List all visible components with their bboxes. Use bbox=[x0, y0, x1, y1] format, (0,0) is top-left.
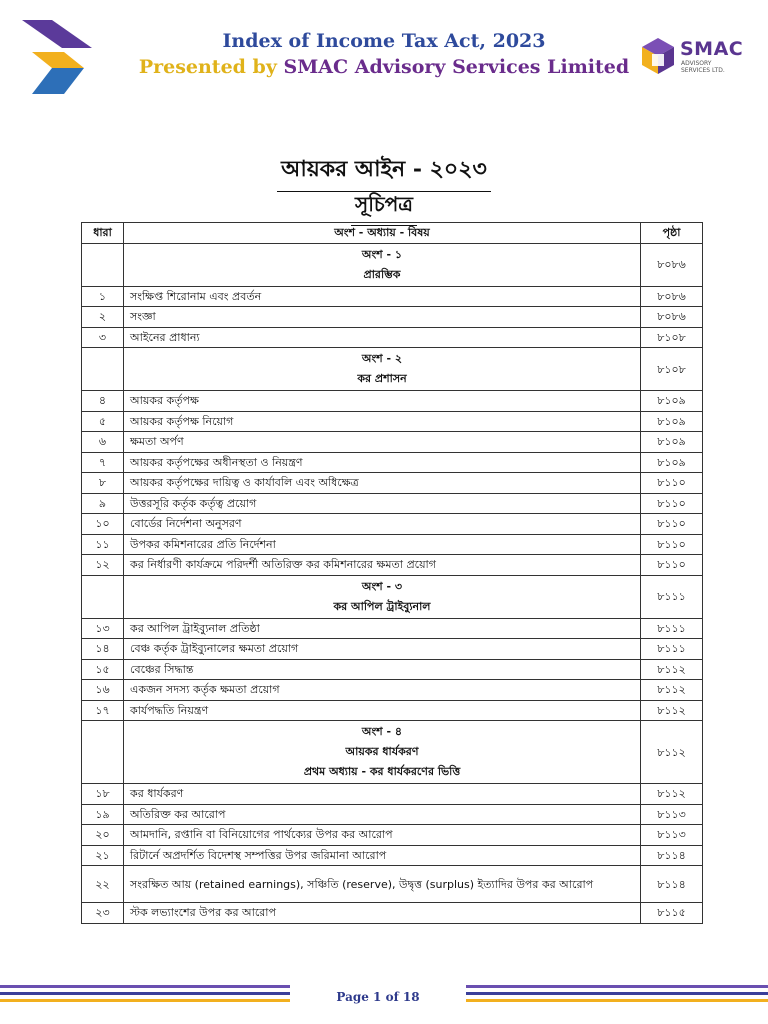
table-row bbox=[82, 534, 703, 555]
section-title-cell: রিটার্নে অপ্রদর্শিত বিদেশস্থ সম্পত্তির উপর জরিমানা আরোপ bbox=[124, 845, 641, 866]
section-title-cell: সংক্ষিপ্ত শিরোনাম এবং প্রবর্তন bbox=[124, 286, 641, 307]
page-cell: ৮১০৯ bbox=[641, 411, 703, 432]
page-cell: ৮১০৯ bbox=[641, 391, 703, 412]
section-number-cell bbox=[82, 721, 124, 784]
section-title-cell: আয়কর কর্তৃপক্ষ নিয়োগ bbox=[124, 411, 641, 432]
section-number-cell: ১০ bbox=[82, 514, 124, 535]
page-cell: ৮১১৩ bbox=[641, 804, 703, 825]
part-heading-cell bbox=[124, 721, 641, 784]
page-cell: ৮১১১ bbox=[641, 639, 703, 660]
part-heading-cell bbox=[124, 348, 641, 391]
table-row bbox=[82, 327, 703, 348]
section-number-cell: ২১ bbox=[82, 845, 124, 866]
table-row bbox=[82, 903, 703, 924]
table-row bbox=[82, 411, 703, 432]
section-title-cell: উপকর কমিশনারের প্রতি নির্দেশনা bbox=[124, 534, 641, 555]
section-number-cell: ৭ bbox=[82, 452, 124, 473]
footer-rule-right bbox=[466, 985, 768, 1009]
section-title-cell: কর নির্ধারণী কার্যক্রমে পরিদর্শী অতিরিক্ত কর কমিশনারের ক্ষমতা প্রয়োগ bbox=[124, 555, 641, 576]
smac-cube-icon bbox=[640, 36, 676, 76]
page-cell: ৮১১২ bbox=[641, 680, 703, 701]
page-cell: ৮১১০ bbox=[641, 493, 703, 514]
page-number: Page 1 of 18 bbox=[336, 990, 420, 1004]
section-number-cell: ৯ bbox=[82, 493, 124, 514]
table-row bbox=[82, 452, 703, 473]
document-subtitle bbox=[0, 190, 768, 226]
table-row bbox=[82, 866, 703, 903]
section-number-cell: ২২ bbox=[82, 866, 124, 903]
section-title-cell: স্টক লভ্যাংশের উপর কর আরোপ bbox=[124, 903, 641, 924]
section-number-cell: ২৩ bbox=[82, 903, 124, 924]
section-number-cell: ৪ bbox=[82, 391, 124, 412]
section-title-cell: অতিরিক্ত কর আরোপ bbox=[124, 804, 641, 825]
section-number-cell: ৬ bbox=[82, 432, 124, 453]
smac-logo bbox=[640, 36, 750, 80]
section-title-cell: উত্তরসূরি কর্তৃক কর্তৃত্ব প্রয়োগ bbox=[124, 493, 641, 514]
section-number-cell: ১৩ bbox=[82, 618, 124, 639]
table-row bbox=[82, 307, 703, 328]
section-number-cell: ২ bbox=[82, 307, 124, 328]
section-title-cell: বেঞ্চ কর্তৃক ট্রাইব্যুনালের ক্ষমতা প্রয়োগ bbox=[124, 639, 641, 660]
section-title-cell: সংরক্ষিত আয় (retained earnings), সঞ্চিতি (reserve), উদ্বৃত্ত (surplus) ইত্যাদির উপর কর আরোপ bbox=[124, 866, 641, 903]
header-section-no: ধারা bbox=[82, 223, 124, 244]
section-number-cell bbox=[82, 348, 124, 391]
section-number-cell: ১১ bbox=[82, 534, 124, 555]
table-row bbox=[82, 700, 703, 721]
table-row bbox=[82, 784, 703, 805]
chevron-logo-icon bbox=[22, 18, 94, 96]
page-cell: ৮১০৮ bbox=[641, 348, 703, 391]
table-row bbox=[82, 659, 703, 680]
part-heading-line: প্রারম্ভিক bbox=[363, 267, 401, 281]
page-cell: ৮১১১ bbox=[641, 618, 703, 639]
page-cell: ৮১১২ bbox=[641, 659, 703, 680]
part-heading-line: কর প্রশাসন bbox=[357, 372, 407, 385]
table-row bbox=[82, 680, 703, 701]
document-title-text: আয়কর আইন - ২০২৩ bbox=[277, 152, 491, 192]
section-number-cell: ১২ bbox=[82, 555, 124, 576]
section-number-cell: ১৫ bbox=[82, 659, 124, 680]
part-heading-row bbox=[82, 243, 703, 286]
section-title-cell: আয়কর কর্তৃপক্ষ bbox=[124, 391, 641, 412]
smac-logo-tagline-line1: ADVISORY bbox=[681, 60, 712, 67]
section-title-cell: আয়কর কর্তৃপক্ষের অধীনস্থতা ও নিয়ন্ত্রণ bbox=[124, 452, 641, 473]
section-number-cell: ১৯ bbox=[82, 804, 124, 825]
header-subtitle-prefix: Presented by bbox=[138, 56, 284, 78]
page-cell: ৮১১২ bbox=[641, 700, 703, 721]
part-heading-line: প্রথম অধ্যায় - কর ধার্যকরণের ভিত্তি bbox=[303, 765, 461, 778]
table-row bbox=[82, 804, 703, 825]
section-number-cell bbox=[82, 243, 124, 286]
table-row bbox=[82, 618, 703, 639]
section-title-cell: আমদানি, রপ্তানি বা বিনিয়োগের পার্থক্যের উপর কর আরোপ bbox=[124, 825, 641, 846]
part-heading-row bbox=[82, 348, 703, 391]
section-number-cell: ৩ bbox=[82, 327, 124, 348]
page-cell: ৮১০৯ bbox=[641, 432, 703, 453]
table-row bbox=[82, 473, 703, 494]
smac-logo-name: SMAC bbox=[680, 38, 744, 60]
section-number-cell: ৮ bbox=[82, 473, 124, 494]
part-heading-line: কর আপিল ট্রাইব্যুনাল bbox=[333, 599, 431, 613]
table-row bbox=[82, 493, 703, 514]
smac-logo-tagline-line2: SERVICES LTD. bbox=[681, 67, 725, 74]
page-cell: ৮১১০ bbox=[641, 514, 703, 535]
page-cell: ৮১০৯ bbox=[641, 452, 703, 473]
footer-rule-left bbox=[0, 985, 290, 1009]
header-page: পৃষ্ঠা bbox=[641, 223, 703, 244]
table-row bbox=[82, 555, 703, 576]
section-title-cell: বোর্ডের নির্দেশনা অনুসরণ bbox=[124, 514, 641, 535]
part-heading-cell bbox=[124, 243, 641, 286]
section-number-cell: ১৪ bbox=[82, 639, 124, 660]
section-number-cell: ৫ bbox=[82, 411, 124, 432]
section-title-cell: কর আপিল ট্রাইব্যুনাল প্রতিষ্ঠা bbox=[124, 618, 641, 639]
part-heading-line: অংশ - ১ bbox=[361, 247, 403, 261]
section-number-cell bbox=[82, 575, 124, 618]
table-row bbox=[82, 432, 703, 453]
page-cell: ৮১১০ bbox=[641, 473, 703, 494]
page-cell: ৮১০৮ bbox=[641, 327, 703, 348]
section-title-cell: কার্যপদ্ধতি নিয়ন্ত্রণ bbox=[124, 700, 641, 721]
page-cell: ৮১১৪ bbox=[641, 845, 703, 866]
header-subject: অংশ - অধ্যায় - বিষয় bbox=[124, 223, 641, 244]
header-title: Index of Income Tax Act, 2023 bbox=[222, 30, 546, 52]
table-row bbox=[82, 845, 703, 866]
page-cell: ৮০৮৬ bbox=[641, 307, 703, 328]
page-cell: ৮১১০ bbox=[641, 555, 703, 576]
page-cell: ৮১১৪ bbox=[641, 866, 703, 903]
section-number-cell: ২০ bbox=[82, 825, 124, 846]
page-cell: ৮১১১ bbox=[641, 575, 703, 618]
page-cell: ৮০৮৬ bbox=[641, 286, 703, 307]
header-subtitle bbox=[110, 56, 658, 78]
table-row bbox=[82, 639, 703, 660]
document-title bbox=[0, 152, 768, 192]
page-cell: ৮১১৫ bbox=[641, 903, 703, 924]
section-title-cell: আইনের প্রাধান্য bbox=[124, 327, 641, 348]
smac-logo-tagline bbox=[681, 60, 725, 74]
section-title-cell: একজন সদস্য কর্তৃক ক্ষমতা প্রয়োগ bbox=[124, 680, 641, 701]
page-cell: ৮১১০ bbox=[641, 534, 703, 555]
section-title-cell: বেঞ্চের সিদ্ধান্ত bbox=[124, 659, 641, 680]
section-title-cell: ক্ষমতা অর্পণ bbox=[124, 432, 641, 453]
table-row bbox=[82, 391, 703, 412]
section-title-cell: আয়কর কর্তৃপক্ষের দায়িত্ব ও কার্যাবলি এবং অধিক্ষেত্র bbox=[124, 473, 641, 494]
page-cell: ৮১১৩ bbox=[641, 825, 703, 846]
section-title-cell: সংজ্ঞা bbox=[124, 307, 641, 328]
document-subtitle-text: সূচিপত্র bbox=[351, 190, 417, 226]
page-cell: ৮০৮৬ bbox=[641, 243, 703, 286]
table-row bbox=[82, 825, 703, 846]
page-cell: ৮১১২ bbox=[641, 721, 703, 784]
part-heading-cell bbox=[124, 575, 641, 618]
section-title-cell: কর ধার্যকরণ bbox=[124, 784, 641, 805]
section-number-cell: ১ bbox=[82, 286, 124, 307]
header-subtitle-brand: SMAC Advisory Services Limited bbox=[283, 56, 630, 78]
part-heading-line: আয়কর ধার্যকরণ bbox=[345, 745, 419, 758]
section-number-cell: ১৬ bbox=[82, 680, 124, 701]
part-heading-line: অংশ - ৪ bbox=[361, 725, 403, 738]
section-number-cell: ১৭ bbox=[82, 700, 124, 721]
part-heading-line: অংশ - ২ bbox=[361, 352, 403, 365]
page-cell: ৮১১২ bbox=[641, 784, 703, 805]
table-header-row bbox=[82, 223, 703, 244]
part-heading-row bbox=[82, 575, 703, 618]
part-heading-row bbox=[82, 721, 703, 784]
table-row bbox=[82, 514, 703, 535]
table-body bbox=[82, 243, 703, 923]
section-number-cell: ১৮ bbox=[82, 784, 124, 805]
table-row bbox=[82, 286, 703, 307]
part-heading-line: অংশ - ৩ bbox=[361, 579, 403, 593]
index-table bbox=[81, 222, 703, 924]
